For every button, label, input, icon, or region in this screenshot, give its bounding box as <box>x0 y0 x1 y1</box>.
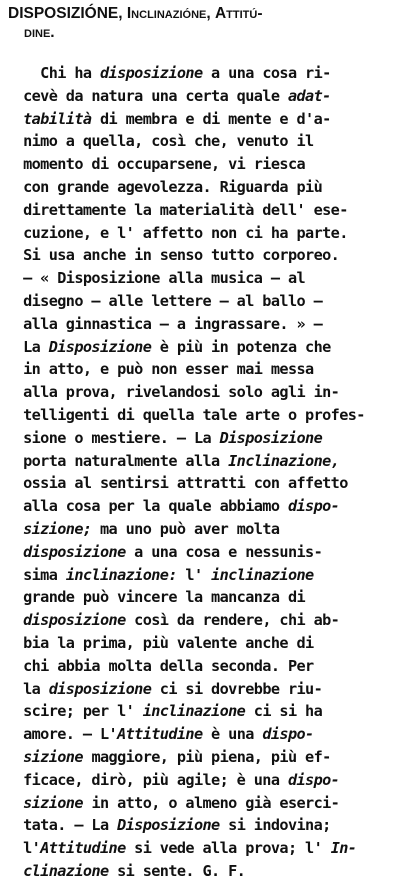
text-segment: chi abbia molta della seconda. Per <box>6 656 314 675</box>
text-segment: cuzione, e l' affetto non ci ha parte. <box>6 223 348 242</box>
text-segment: Si usa anche in senso tutto corporeo. <box>6 246 340 265</box>
italic-term: Attitudine <box>40 839 126 858</box>
text-segment: di membra e di mente e d'a- <box>91 109 331 128</box>
text-line <box>6 518 398 541</box>
text-line <box>6 769 398 792</box>
text-segment: a una cosa ri- <box>202 64 331 82</box>
text-segment: Chi ha <box>6 64 100 82</box>
text-line <box>6 495 398 518</box>
text-line <box>6 404 398 427</box>
italic-term: tabilità <box>23 109 92 128</box>
text-segment: telligenti di quella tale arte o profes- <box>6 405 365 424</box>
text-line <box>6 313 398 336</box>
text-line <box>6 381 398 404</box>
text-segment <box>6 748 23 766</box>
text-segment: alla cosa per la quale abbiamo <box>6 497 288 516</box>
text-segment: maggiore, più piena, più ef- <box>82 747 331 766</box>
text-line <box>6 792 398 815</box>
text-segment <box>6 862 23 880</box>
text-line <box>6 450 398 473</box>
italic-term: Inclinazione, <box>228 451 340 470</box>
italic-term: inclinazione: <box>65 565 177 584</box>
italic-term: clinazione <box>23 861 109 880</box>
text-segment: è più in potenza che <box>151 337 331 356</box>
text-segment: ci si ha <box>245 702 323 721</box>
italic-term: Attitudine <box>117 725 203 744</box>
italic-term: disposizione <box>48 679 152 698</box>
text-line <box>6 336 398 359</box>
italic-term: disposizione <box>99 64 203 82</box>
text-segment: l' <box>176 565 212 584</box>
text-segment: ficace, dirò, più agile; è una <box>6 770 288 789</box>
text-segment: alla ginnastica — a ingrassare. » — <box>6 314 323 333</box>
text-segment: momento di occuparsene, vi riesca <box>6 155 306 174</box>
entry-heading <box>8 4 398 42</box>
text-segment: sione o mestiere. — La <box>6 428 220 447</box>
text-line <box>6 222 398 245</box>
text-segment: si sente. G. F. <box>108 861 246 880</box>
text-segment: a una cosa e nessunis- <box>125 542 323 561</box>
text-line <box>6 814 398 837</box>
italic-term: inclinazione <box>142 702 246 721</box>
text-line <box>6 62 398 85</box>
italic-term: Disposizione <box>48 337 152 356</box>
text-segment <box>6 520 23 538</box>
italic-term: sizione <box>23 793 83 812</box>
text-line <box>6 358 398 381</box>
text-segment: con grande agevolezza. Riguarda più <box>6 177 323 196</box>
text-segment: sima <box>6 565 66 584</box>
text-segment: scire; per l' <box>6 702 143 721</box>
text-segment: in atto, e può non esser mai messa <box>6 360 314 379</box>
text-line <box>6 655 398 678</box>
text-segment: così da rendere, chi ab- <box>125 611 340 630</box>
text-line <box>6 199 398 222</box>
text-segment: direttamente la materialità dell' ese- <box>6 200 348 219</box>
text-segment: nimo a quella, così che, venuto il <box>6 132 314 151</box>
italic-term: sizione; <box>23 519 92 538</box>
italic-term: sizione <box>23 747 83 766</box>
text-segment: si indovina; <box>219 816 331 835</box>
text-line <box>6 564 398 587</box>
text-line <box>6 746 398 769</box>
text-line <box>6 678 398 701</box>
text-line <box>6 290 398 313</box>
italic-term: In- <box>330 839 357 858</box>
italic-term: dispo- <box>287 770 340 789</box>
text-line <box>6 153 398 176</box>
text-line <box>6 609 398 632</box>
heading-word-inclinazione: Inclinazióne, <box>126 5 211 22</box>
text-line <box>6 427 398 450</box>
italic-term: dispo- <box>287 497 340 516</box>
text-segment: cevè da natura una certa quale <box>6 86 288 105</box>
text-line <box>6 130 398 153</box>
text-line <box>6 860 398 883</box>
italic-term: Disposizione <box>117 816 220 835</box>
text-segment <box>6 794 23 812</box>
italic-term: disposizione <box>23 542 126 561</box>
text-line <box>6 632 398 655</box>
text-segment: l' <box>6 839 41 858</box>
italic-term: inclinazione <box>211 565 314 584</box>
text-line <box>6 267 398 290</box>
text-line <box>6 85 398 108</box>
text-segment: ma uno può aver molta <box>91 519 280 538</box>
italic-term: dispo- <box>262 725 314 744</box>
text-segment <box>6 110 23 128</box>
text-segment: porta naturalmente alla <box>6 451 229 470</box>
text-segment: bia la prima, più valente anche di <box>6 633 314 652</box>
entry-body <box>6 62 398 883</box>
text-segment: si vede alla prova; l' <box>125 839 331 858</box>
text-segment: disegno — alle lettere — al ballo — <box>6 291 323 310</box>
text-line <box>6 700 398 723</box>
text-segment <box>6 611 23 629</box>
text-segment: la <box>6 679 49 698</box>
text-segment: La <box>6 337 49 356</box>
text-segment: amore. — L' <box>6 725 118 744</box>
text-segment: in atto, o almeno già eserci- <box>82 793 340 812</box>
heading-word-attitudine: Attitú- <box>214 5 263 22</box>
text-line <box>6 723 398 746</box>
text-line <box>6 244 398 267</box>
text-segment: è una <box>202 725 263 744</box>
text-segment <box>6 543 23 561</box>
text-line <box>6 837 398 860</box>
italic-term: Disposizione <box>219 428 323 447</box>
text-line <box>6 541 398 564</box>
text-segment: alla prova, rivelandosi solo agli in- <box>6 383 340 402</box>
italic-term: disposizione <box>23 611 126 630</box>
text-segment: ossia al sentirsi attratti con affetto <box>6 474 348 493</box>
heading-word-disposizione: DISPOSIZIÓNE, <box>8 5 123 22</box>
text-segment: tata. — La <box>6 816 118 835</box>
text-line <box>6 176 398 199</box>
text-line <box>6 472 398 495</box>
text-segment: — « Disposizione alla musica — al <box>6 269 306 288</box>
italic-term: adat- <box>287 86 331 105</box>
text-segment: ci si dovrebbe riu- <box>151 679 323 698</box>
text-line <box>6 586 398 609</box>
text-segment: grande può vincere la mancanza di <box>6 588 306 607</box>
heading-word-attitudine-cont: dine. <box>24 24 55 41</box>
text-line <box>6 108 398 131</box>
